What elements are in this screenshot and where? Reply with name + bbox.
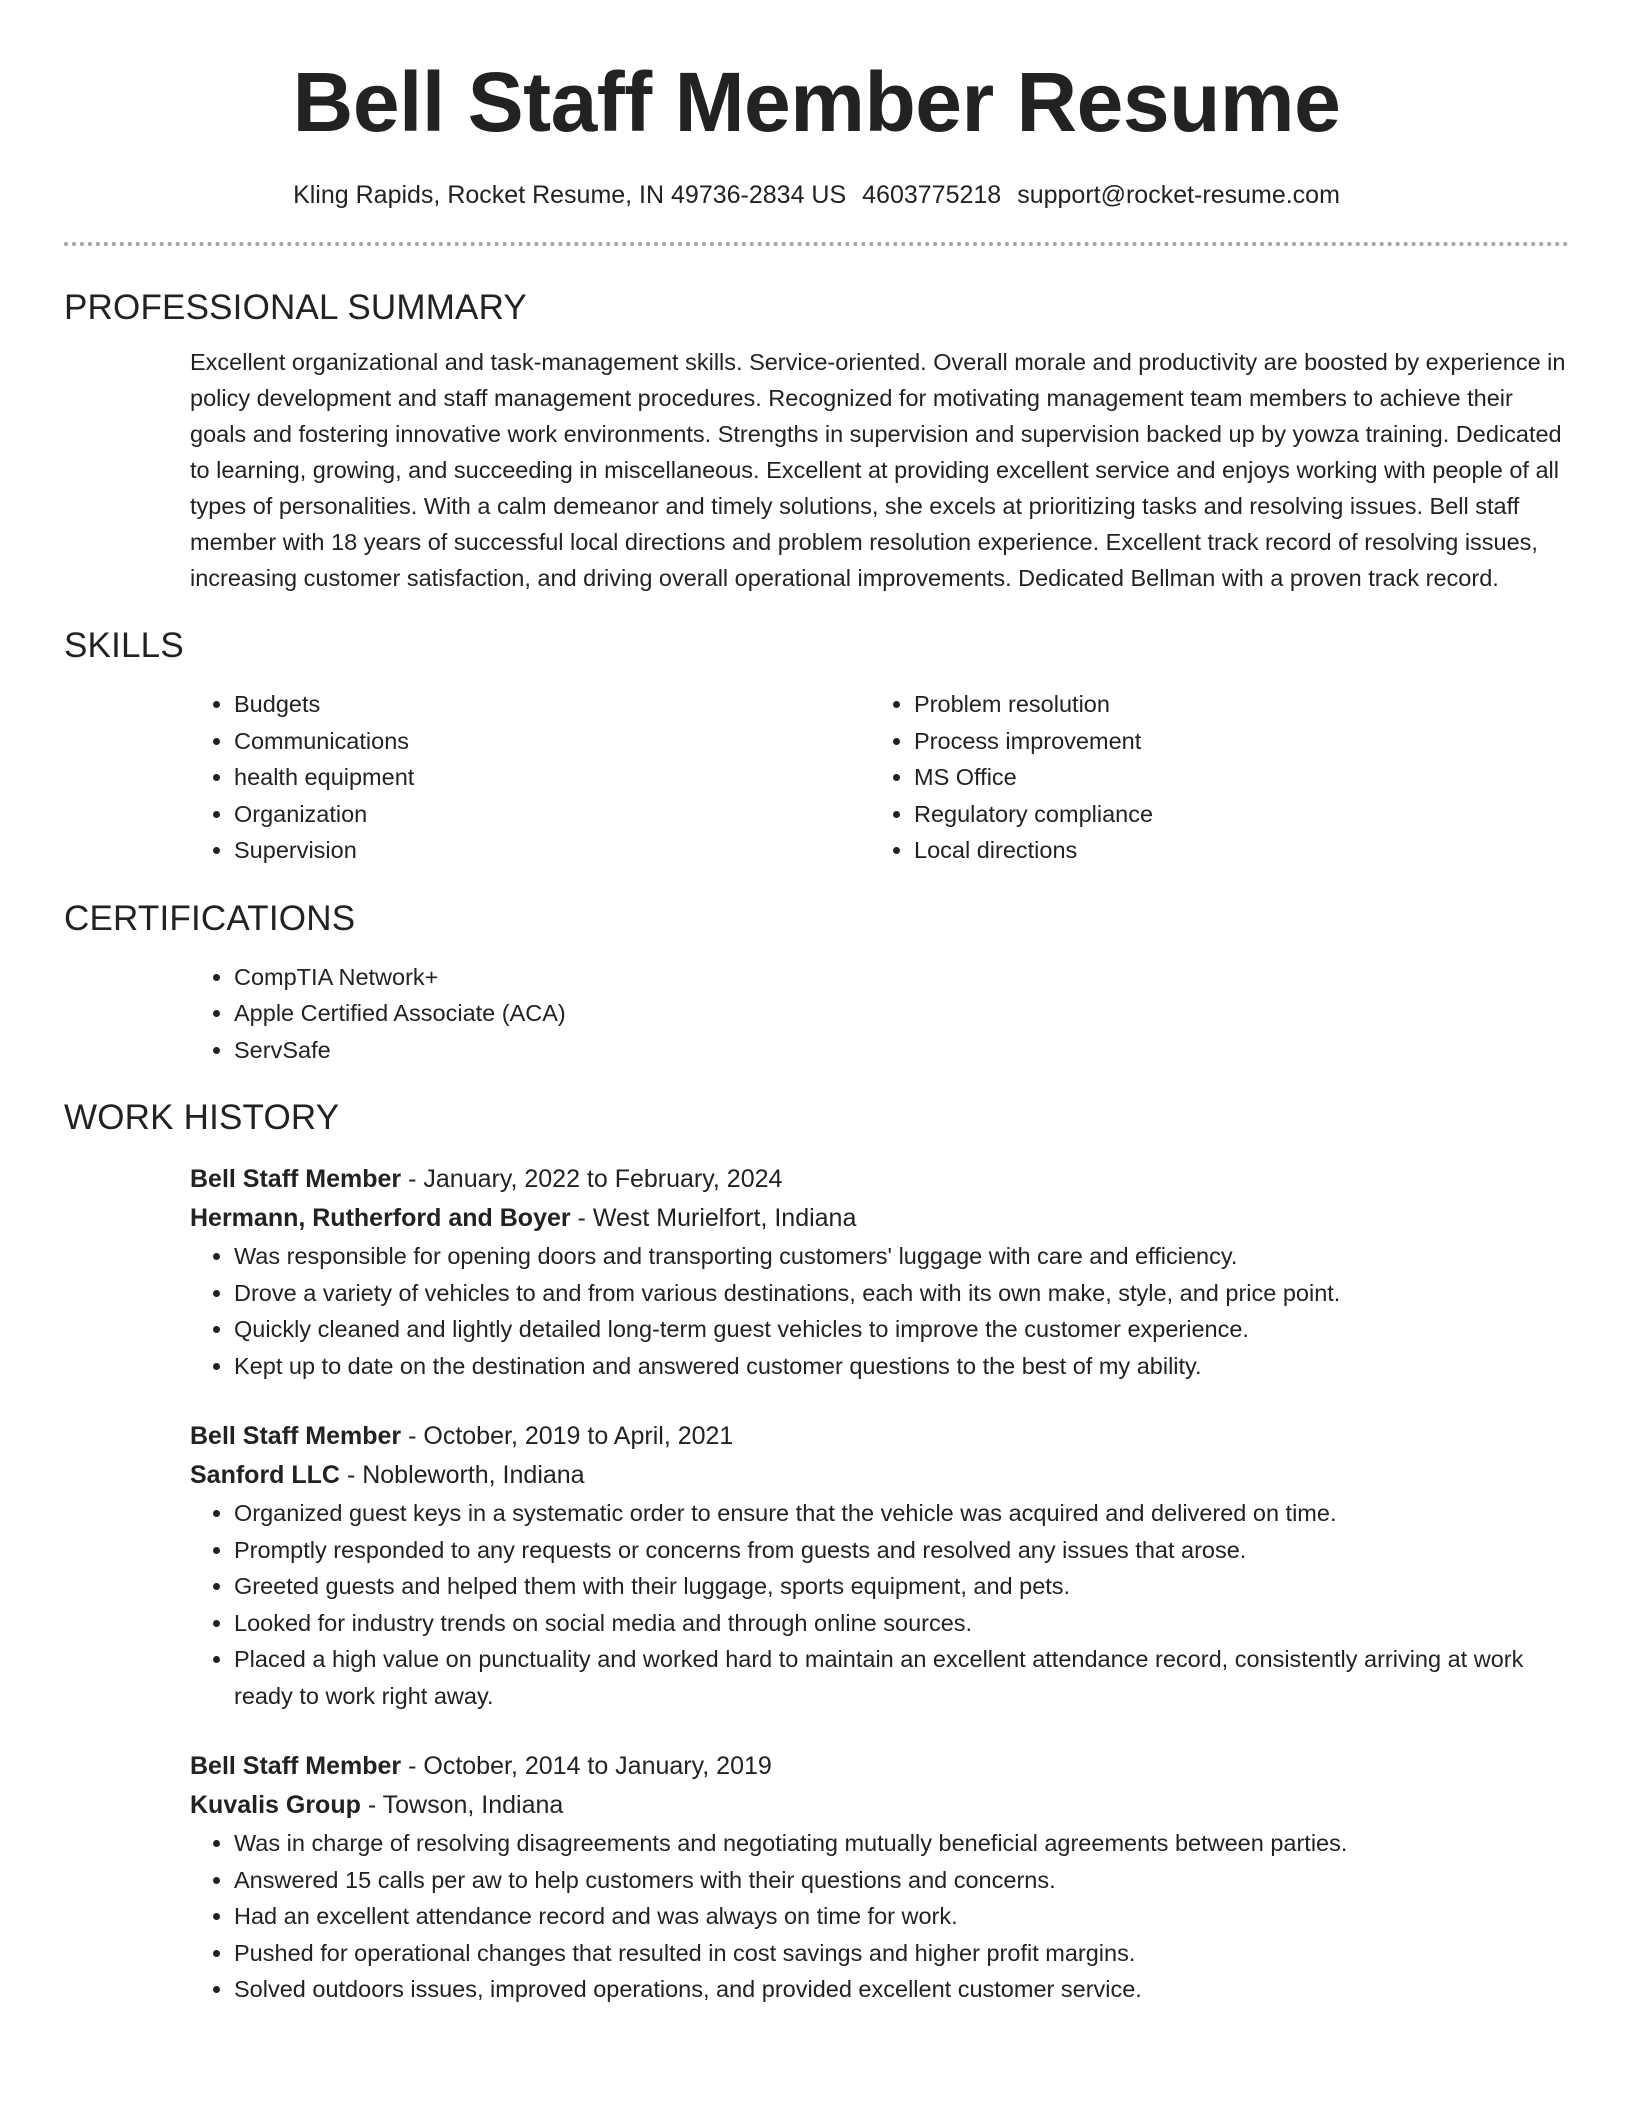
job-duty-item: • Was in charge of resolving disagreements and negotiating mutually beneficial agreements between parties.: [234, 1825, 1569, 1862]
professional-summary-section: [64, 286, 1569, 596]
resume-title: Bell Staff Member Resume: [292, 55, 1341, 149]
certifications-list: [190, 959, 1569, 1069]
job-duties-list: [190, 1238, 1569, 1384]
skill-item: • Organization: [234, 796, 870, 833]
certifications-section: [64, 897, 1569, 1069]
job-duty-item: • Placed a high value on punctuality and worked hard to maintain an excellent attendance record, consistently arriving at work ready to work right away.: [234, 1641, 1569, 1714]
job-title: Bell Staff Member: [190, 1422, 402, 1450]
skill-item: • Local directions: [914, 832, 1550, 869]
job-duty-item: • Quickly cleaned and lightly detailed long-term guest vehicles to improve the customer experience.: [234, 1311, 1569, 1348]
job-company-line: [190, 1786, 1569, 1825]
skill-item: • MS Office: [914, 759, 1550, 796]
job-entry: [190, 1747, 1569, 2008]
skill-item: • Budgets: [234, 686, 870, 723]
skills-heading: SKILLS: [64, 626, 184, 665]
job-title: Bell Staff Member: [190, 1752, 402, 1780]
job-company-line: [190, 1199, 1569, 1238]
job-location: - West Murielfort, Indiana: [570, 1204, 857, 1232]
job-entry: [190, 1160, 1569, 1384]
job-title-line: [190, 1747, 1569, 1786]
professional-summary-text: Excellent organizational and task-management skills. Service-oriented. Overall morale and productivity are boosted by experience in policy development and staff management procedures. Recognized for motivating management team members to achieve their goals and fostering innovative work environments. Strengths in supervision and supervision backed up by yowza training. Dedicated to learning, growing, and succeeding in miscellaneous. Excellent at providing excellent service and enjoys working with people of all types of personalities. With a calm demeanor and timely solutions, she excels at prioritizing tasks and resolving issues. Bell staff member with 18 years of successful local directions and problem resolution experience. Excellent track record of resolving issues, increasing customer satisfaction, and driving overall operational improvements. Dedicated Bellman with a proven track record.: [190, 349, 1566, 591]
skill-item: • Process improvement: [914, 723, 1550, 760]
skill-item: • Regulatory compliance: [914, 796, 1550, 833]
job-company: Kuvalis Group: [190, 1791, 361, 1819]
job-dates: - October, 2019 to April, 2021: [401, 1422, 734, 1450]
skill-item: • health equipment: [234, 759, 870, 796]
job-entry: [190, 1417, 1569, 1714]
job-duty-item: • Kept up to date on the destination and answered customer questions to the best of my ability.: [234, 1348, 1569, 1385]
skill-item: • Supervision: [234, 832, 870, 869]
job-duty-item: • Organized guest keys in a systematic order to ensure that the vehicle was acquired and delivered on time.: [234, 1495, 1569, 1532]
header-divider: [64, 242, 1569, 246]
certifications-heading: CERTIFICATIONS: [64, 898, 356, 938]
job-location: - Towson, Indiana: [360, 1791, 564, 1819]
job-duty-item: • Looked for industry trends on social media and through online sources.: [234, 1605, 1569, 1642]
skill-item: • Communications: [234, 723, 870, 760]
contact-address: Kling Rapids, Rocket Resume, IN 49736-2834 US: [293, 181, 847, 209]
contact-email: support@rocket-resume.com: [1017, 181, 1340, 209]
work-history-heading: WORK HISTORY: [64, 1098, 340, 1137]
job-duty-item: • Solved outdoors issues, improved operations, and provided excellent customer service.: [234, 1971, 1569, 2008]
job-title-line: [190, 1160, 1569, 1199]
certification-item: • CompTIA Network+: [234, 959, 1569, 996]
skills-column-left: [190, 686, 870, 869]
job-company-line: [190, 1456, 1569, 1495]
job-dates: - October, 2014 to January, 2019: [401, 1752, 772, 1780]
job-duties-list: [190, 1825, 1569, 2008]
certification-item: • ServSafe: [234, 1032, 1569, 1069]
job-duties-list: [190, 1495, 1569, 1714]
job-title: Bell Staff Member: [190, 1165, 402, 1193]
job-company: Hermann, Rutherford and Boyer: [190, 1204, 571, 1232]
job-duty-item: • Greeted guests and helped them with their luggage, sports equipment, and pets.: [234, 1568, 1569, 1605]
skills-column-right: [870, 686, 1550, 869]
skills-columns: [190, 686, 1569, 869]
job-duty-item: • Was responsible for opening doors and transporting customers' luggage with care and efficiency.: [234, 1238, 1569, 1275]
job-company: Sanford LLC: [190, 1461, 340, 1489]
job-dates: - January, 2022 to February, 2024: [401, 1165, 783, 1193]
job-duty-item: • Answered 15 calls per aw to help customers with their questions and concerns.: [234, 1862, 1569, 1899]
job-duty-item: • Drove a variety of vehicles to and from various destinations, each with its own make, style, and price point.: [234, 1275, 1569, 1312]
professional-summary-heading: PROFESSIONAL SUMMARY: [64, 288, 527, 327]
job-duty-item: • Pushed for operational changes that resulted in cost savings and higher profit margins.: [234, 1935, 1569, 1972]
job-duty-item: • Promptly responded to any requests or concerns from guests and resolved any issues that arose.: [234, 1532, 1569, 1569]
skills-section: [64, 624, 1569, 869]
skills-list-left: [190, 686, 870, 869]
certifications-list-wrap: [190, 959, 1569, 1069]
certification-item: • Apple Certified Associate (ACA): [234, 995, 1569, 1032]
resume-page: [64, 0, 1569, 2008]
job-title-line: [190, 1417, 1569, 1456]
job-location: - Nobleworth, Indiana: [340, 1461, 585, 1489]
contact-phone: 4603775218: [862, 181, 1002, 209]
skill-item: • Problem resolution: [914, 686, 1550, 723]
work-history-section: [64, 1096, 1569, 2008]
contact-line: [64, 178, 1569, 212]
skills-list-right: [870, 686, 1550, 869]
job-duty-item: • Had an excellent attendance record and was always on time for work.: [234, 1898, 1569, 1935]
